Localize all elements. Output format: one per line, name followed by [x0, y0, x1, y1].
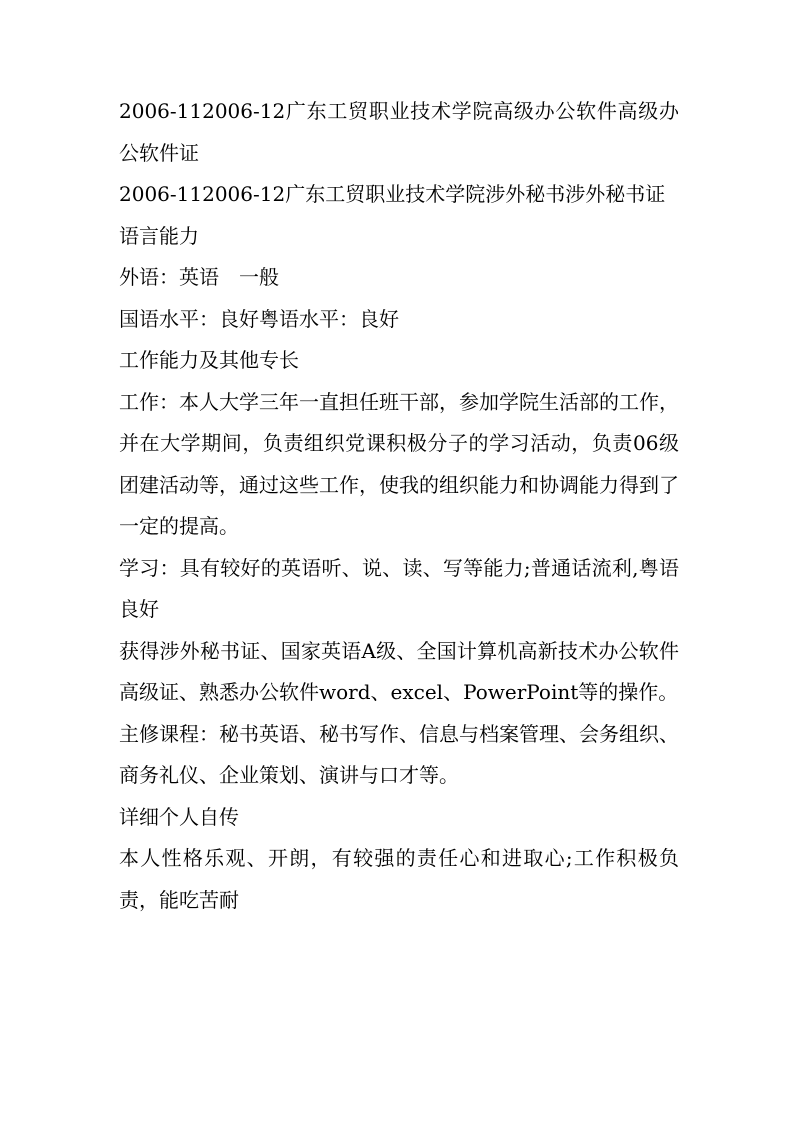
paragraph-foreign-language: 外语：英语 一般: [119, 265, 279, 289]
paragraph-certificate-office-software: 2006-112006-12广东工贸职业技术学院高级办公软件高级办公软件证: [119, 99, 679, 165]
paragraph-mandarin-cantonese: 国语水平：良好粤语水平：良好: [119, 306, 399, 331]
paragraph-certificate-foreign-secretary: 2006-112006-12广东工贸职业技术学院涉外秘书涉外秘书证: [119, 182, 666, 206]
paragraph-work: 工作：本人大学三年一直担任班干部，参加学院生活部的工作，并在大学期间，负责组织党课积极分子的学习活动，负责06级团建活动等，通过这些工作，使我的组织能力和协调能力得到了一定的提高。: [119, 389, 679, 538]
paragraph-major-courses: 主修课程：秘书英语、秘书写作、信息与档案管理、会务组织、商务礼仪、企业策划、演讲与口才等。: [119, 721, 679, 787]
heading-autobiography: 详细个人自传: [119, 804, 239, 829]
heading-language-ability: 语言能力: [119, 223, 199, 248]
document-body: [119, 91, 679, 921]
paragraph-study: 学习：具有较好的英语听、说、读、写等能力;普通话流利,粤语良好: [119, 555, 679, 621]
paragraph-personality: 本人性格乐观、开朗，有较强的责任心和进取心;工作积极负责，能吃苦耐: [119, 846, 679, 912]
paragraph-certificates: 获得涉外秘书证、国家英语A级、全国计算机高新技术办公软件高级证、熟悉办公软件word、excel、PowerPoint等的操作。: [119, 638, 679, 704]
heading-work-ability: 工作能力及其他专长: [119, 348, 299, 372]
